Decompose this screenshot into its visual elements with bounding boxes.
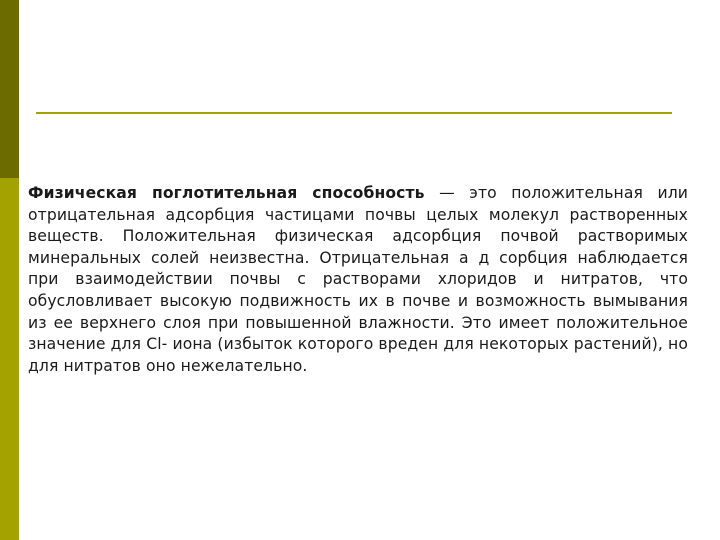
side-bar-light	[0, 178, 19, 540]
title-divider	[36, 112, 672, 114]
side-bar-dark	[0, 0, 19, 178]
body-paragraph	[28, 183, 688, 377]
defined-term: Физическая поглотительная способность	[28, 184, 425, 202]
definition-text: — это положительная или отрицательная адсорбция частицами почвы целых молекул растворенных веществ. Положительная физическая адсорбция почвой растворимых минеральных солей неизвестна. Отрицательная а д сорбция наблюдается при взаимодействии почвы с растворами хлоридов и нитратов, что обусловливает высокую подвижность их в почве и возможность вымывания из ее верхнего слоя при повышенной влажности. Это имеет положительное значение для Cl- иона (избыток которого вреден для некоторых растений), но для нитратов оно нежелательно.	[28, 184, 688, 375]
